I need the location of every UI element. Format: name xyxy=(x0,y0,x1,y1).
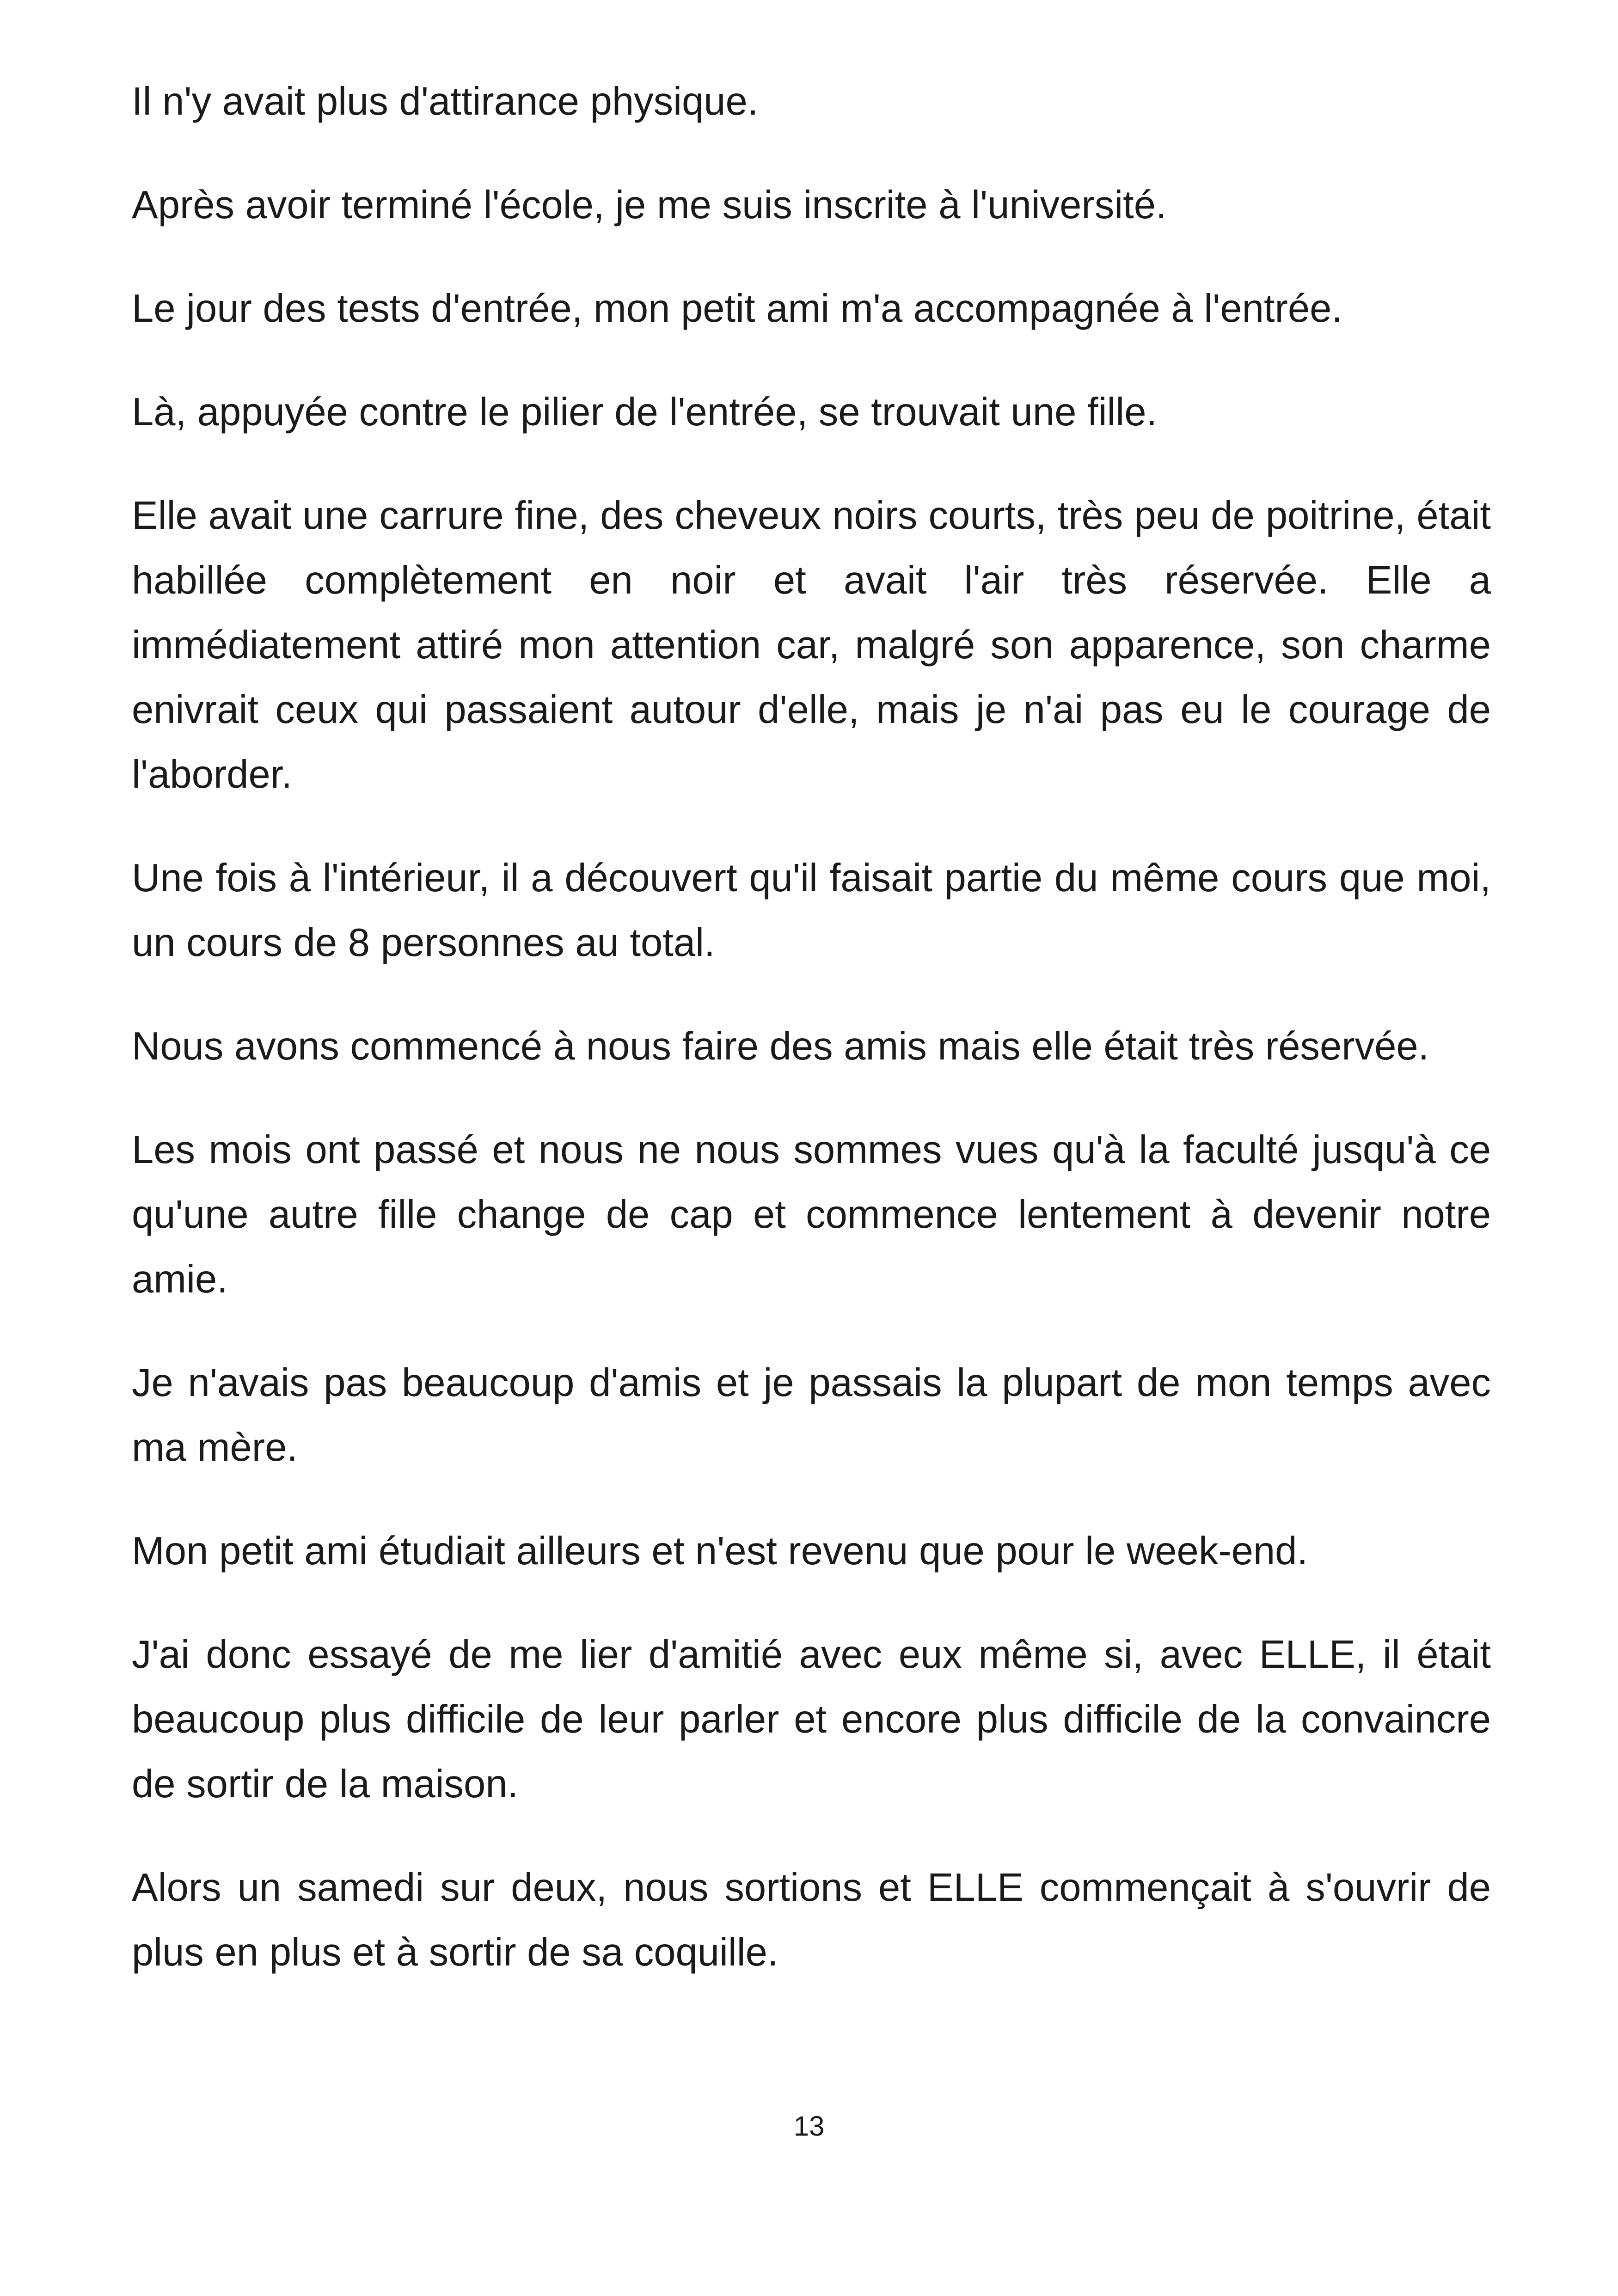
paragraph: Là, appuyée contre le pilier de l'entrée, se trouvait une fille. xyxy=(132,390,1158,434)
paragraph: Je n'avais pas beaucoup d'amis et je passais la plupart de mon temps avec ma mère. xyxy=(132,1361,1491,1469)
page-number: 13 xyxy=(793,2111,825,2142)
paragraph: Il n'y avait plus d'attirance physique. xyxy=(132,80,759,123)
paragraph: Nous avons commencé à nous faire des amis mais elle était très réservée. xyxy=(132,1024,1429,1068)
paragraph: Elle avait une carrure fine, des cheveux noirs courts, très peu de poitrine, était habillée complètement en noir et avait l'air très réservée. Elle a immédiatement attiré mon attention car, malgré son apparence, son charme enivrait ceux qui passaient autour d'elle, mais je n'ai pas eu le courage de l'aborder. xyxy=(132,494,1491,796)
paragraph: Mon petit ami étudiait ailleurs et n'est revenu que pour le week-end. xyxy=(132,1529,1308,1573)
paragraph: Alors un samedi sur deux, nous sortions et ELLE commençait à s'ouvrir de plus en plus et à sortir de sa coquille. xyxy=(132,1866,1491,1974)
paragraph: Le jour des tests d'entrée, mon petit ami m'a accompagnée à l'entrée. xyxy=(132,287,1343,331)
paragraph: Une fois à l'intérieur, il a découvert qu'il faisait partie du même cours que moi, un cours de 8 personnes au total. xyxy=(132,856,1491,965)
paragraph: J'ai donc essayé de me lier d'amitié avec eux même si, avec ELLE, il était beaucoup plus difficile de leur parler et encore plus difficile de la convaincre de sortir de la maison. xyxy=(132,1633,1491,1806)
body-text xyxy=(132,69,1491,2024)
paragraph: Après avoir terminé l'école, je me suis inscrite à l'université. xyxy=(132,183,1167,227)
paragraph: Les mois ont passé et nous ne nous sommes vues qu'à la faculté jusqu'à ce qu'une autre fille change de cap et commence lentement à devenir notre amie. xyxy=(132,1128,1491,1301)
